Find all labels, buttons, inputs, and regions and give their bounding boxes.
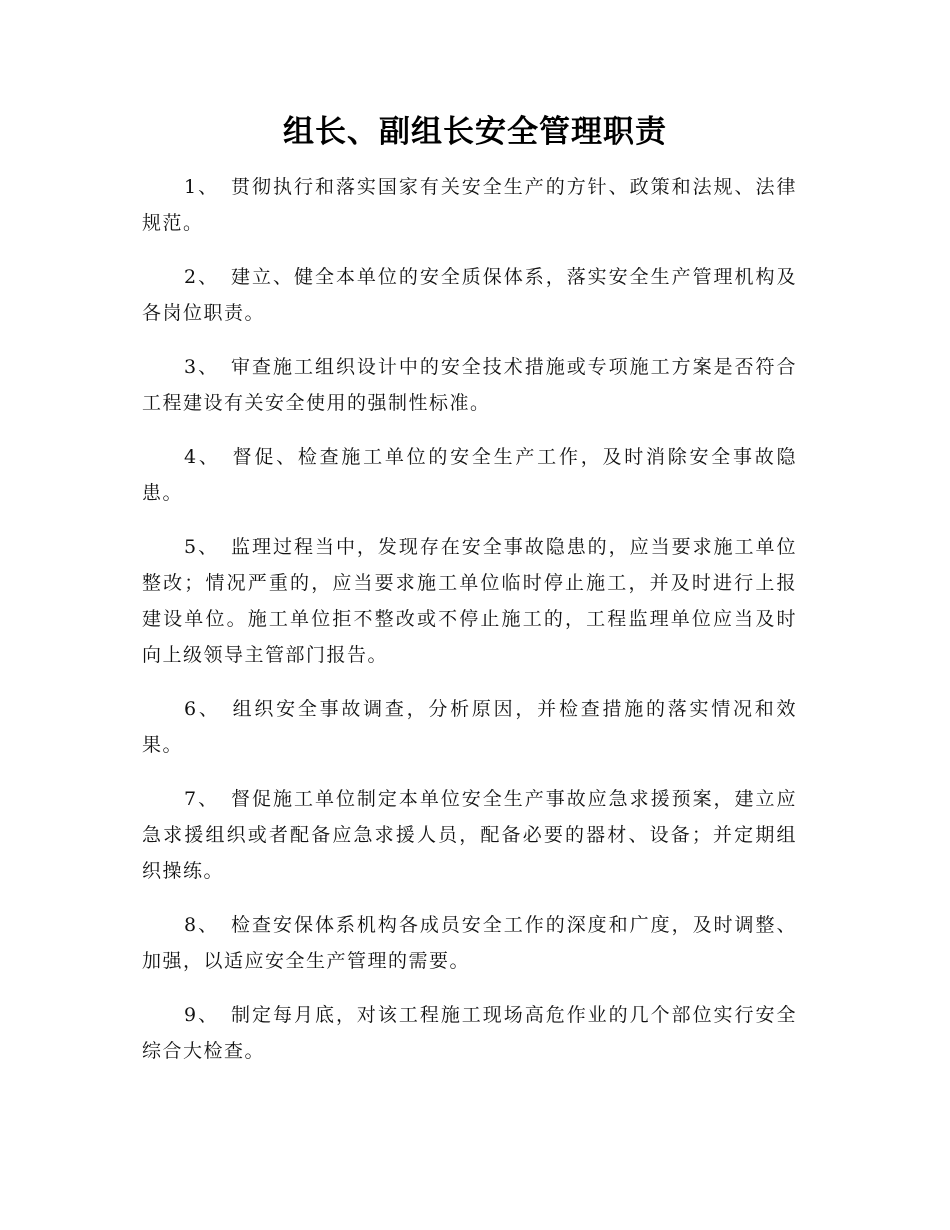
item-text: 组织安全事故调查，分析原因，并检查措施的落实情况和效果。 — [142, 698, 797, 756]
duty-item-5 — [142, 529, 797, 673]
item-number: 4、 — [184, 446, 221, 468]
duty-item-8 — [142, 907, 797, 979]
item-text: 监理过程当中，发现存在安全事故隐患的，应当要求施工单位整改；情况严重的，应当要求施工单位临时停止施工，并及时进行上报建设单位。施工单位拒不整改或不停止施工的，工程监理单位应当及时向上级领导主管部门报告。 — [142, 536, 797, 666]
document-title: 组长、副组长安全管理职责 — [283, 114, 667, 150]
item-text: 督促、检查施工单位的安全生产工作，及时消除安全事故隐患。 — [142, 446, 797, 504]
item-number: 6、 — [184, 698, 221, 720]
item-number: 1、 — [184, 176, 220, 198]
item-number: 2、 — [184, 266, 220, 288]
duty-item-7 — [142, 781, 797, 889]
item-text: 制定每月底，对该工程施工现场高危作业的几个部位实行安全综合大检查。 — [142, 1004, 797, 1062]
item-number: 7、 — [184, 788, 220, 810]
duty-item-2 — [142, 259, 797, 331]
document-body — [142, 169, 797, 1087]
item-text: 督促施工单位制定本单位安全生产事故应急求援预案，建立应急求援组织或者配备应急求援人员，配备必要的器材、设备；并定期组织操练。 — [142, 788, 797, 882]
duty-item-3 — [142, 349, 797, 421]
item-text: 贯彻执行和落实国家有关安全生产的方针、政策和法规、法律规范。 — [142, 176, 797, 234]
duty-item-1 — [142, 169, 797, 241]
item-number: 9、 — [184, 1004, 220, 1026]
item-number: 8、 — [184, 914, 220, 936]
item-text: 审查施工组织设计中的安全技术措施或专项施工方案是否符合工程建设有关安全使用的强制性标准。 — [142, 356, 797, 414]
duty-item-4 — [142, 439, 797, 511]
item-number: 3、 — [184, 356, 220, 378]
item-text: 建立、健全本单位的安全质保体系，落实安全生产管理机构及各岗位职责。 — [142, 266, 797, 324]
duty-item-6 — [142, 691, 797, 763]
duty-item-9 — [142, 997, 797, 1069]
item-text: 检查安保体系机构各成员安全工作的深度和广度，及时调整、加强，以适应安全生产管理的需要。 — [142, 914, 797, 972]
item-number: 5、 — [184, 536, 220, 558]
